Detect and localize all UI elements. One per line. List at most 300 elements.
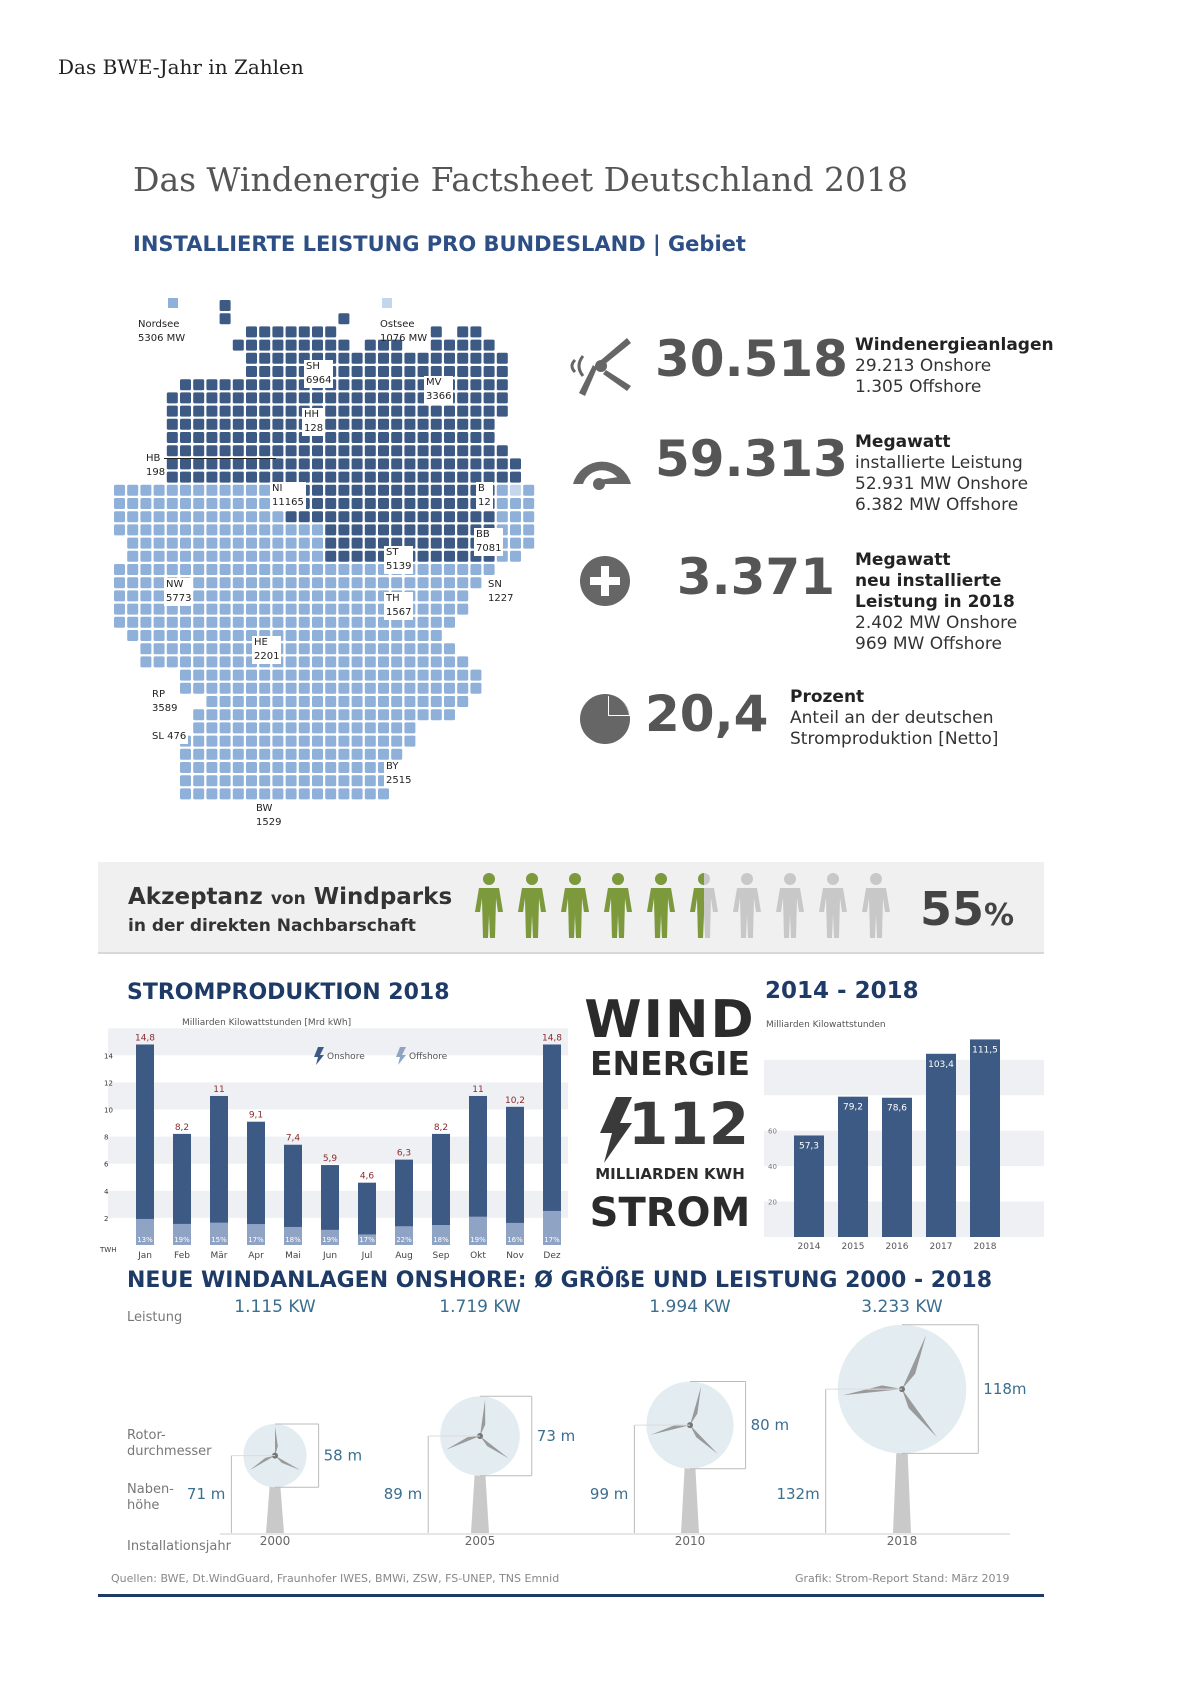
map-tile xyxy=(378,419,389,430)
person-icon xyxy=(604,873,632,938)
map-tile xyxy=(259,775,270,786)
map-tile xyxy=(444,511,455,522)
x-tick-label: Mai xyxy=(285,1251,301,1261)
map-tile xyxy=(338,577,349,588)
stat-new-capacity-text: Megawatt neu installierte Leistung in 2018 2.402 MW Onshore 969 MW Offshore xyxy=(855,550,1018,654)
map-tile xyxy=(220,498,231,509)
map-tile xyxy=(418,551,429,562)
map-tile xyxy=(180,445,191,456)
acceptance-title: Akzeptanz von Windparks xyxy=(128,884,453,910)
map-tile xyxy=(233,630,244,641)
map-tile xyxy=(365,472,376,483)
map-tile xyxy=(206,683,217,694)
map-tile xyxy=(272,722,283,733)
map-tile xyxy=(246,722,257,733)
map-tile xyxy=(180,485,191,496)
map-tile xyxy=(299,775,310,786)
map-tile xyxy=(378,670,389,681)
map-tile xyxy=(391,498,402,509)
map-tile xyxy=(206,551,217,562)
map-tile xyxy=(220,775,231,786)
map-tile xyxy=(352,775,363,786)
map-tile xyxy=(233,538,244,549)
map-tile xyxy=(365,392,376,403)
bar-share-label: 15% xyxy=(211,1236,227,1244)
y-tick-label: 10 xyxy=(104,1106,113,1115)
map-tile xyxy=(470,419,481,430)
map-tile xyxy=(286,564,297,575)
y-tick-label: 12 xyxy=(104,1079,113,1088)
person-icon xyxy=(776,873,804,938)
map-tile xyxy=(312,577,323,588)
map-tile xyxy=(497,366,508,377)
map-tile xyxy=(259,670,270,681)
map-tile xyxy=(312,392,323,403)
map-tile xyxy=(338,630,349,641)
map-tile xyxy=(220,445,231,456)
footer-sources: Quellen: BWE, Dt.WindGuard, Fraunhofer IWES, BMWi, ZSW, FS-UNEP, TNS Emnid xyxy=(111,1572,560,1585)
map-tile xyxy=(140,590,151,601)
map-tile xyxy=(352,604,363,615)
map-tile xyxy=(220,577,231,588)
map-tile xyxy=(338,511,349,522)
map-tile xyxy=(246,670,257,681)
map-label-he: HE 2201 xyxy=(254,637,280,662)
map-tile xyxy=(352,683,363,694)
map-tile xyxy=(206,445,217,456)
map-tile xyxy=(220,406,231,417)
turbine-year: 2018 xyxy=(886,1534,918,1548)
map-tile xyxy=(431,406,442,417)
page-header: Das BWE-Jahr in Zahlen xyxy=(58,55,304,79)
hub-value: 132m xyxy=(776,1485,820,1503)
map-tile xyxy=(378,472,389,483)
map-tile xyxy=(114,577,125,588)
map-tile xyxy=(286,722,297,733)
map-tile xyxy=(457,485,468,496)
map-tile xyxy=(444,670,455,681)
turbine-2005 xyxy=(384,1297,576,1548)
map-tile xyxy=(484,432,495,443)
map-tile xyxy=(233,696,244,707)
map-tile xyxy=(193,432,204,443)
map-tile xyxy=(484,406,495,417)
map-tile xyxy=(378,643,389,654)
map-tile xyxy=(167,392,178,403)
turbine-year: 2010 xyxy=(674,1534,706,1548)
map-tile xyxy=(206,564,217,575)
map-tile xyxy=(418,683,429,694)
map-tile xyxy=(206,775,217,786)
map-tile xyxy=(193,590,204,601)
map-tile xyxy=(193,551,204,562)
map-tile xyxy=(220,564,231,575)
year-bar-value: 57,3 xyxy=(798,1141,820,1152)
map-tile xyxy=(233,445,244,456)
map-tile xyxy=(365,696,376,707)
map-label-bb: BB 7081 xyxy=(476,529,502,554)
map-tile xyxy=(180,551,191,562)
map-tile xyxy=(259,419,270,430)
map-tile xyxy=(140,485,151,496)
y-axis-label: Milliarden Kilowattstunden [Mrd kWh] xyxy=(182,1018,352,1028)
map-tile xyxy=(220,432,231,443)
map-tile xyxy=(418,445,429,456)
map-tile xyxy=(286,392,297,403)
person-icon xyxy=(733,873,761,938)
map-tile xyxy=(286,379,297,390)
x-tick-label: Nov xyxy=(506,1251,524,1261)
map-tile xyxy=(523,498,534,509)
map-tile xyxy=(404,485,415,496)
map-tile xyxy=(338,709,349,720)
map-tile xyxy=(299,736,310,747)
map-tile xyxy=(365,458,376,469)
map-tile xyxy=(365,445,376,456)
map-tile xyxy=(272,696,283,707)
map-tile xyxy=(444,458,455,469)
year-bar-value: 79,2 xyxy=(842,1102,864,1113)
map-tile xyxy=(299,458,310,469)
map-tile xyxy=(193,722,204,733)
map-tile xyxy=(272,419,283,430)
map-tile xyxy=(338,353,349,364)
map-tile xyxy=(352,736,363,747)
map-tile xyxy=(206,590,217,601)
map-tile xyxy=(206,419,217,430)
map-tile xyxy=(325,485,336,496)
map-tile xyxy=(193,498,204,509)
map-tile xyxy=(206,577,217,588)
map-tile xyxy=(404,445,415,456)
map-tile xyxy=(484,445,495,456)
map-tile xyxy=(352,392,363,403)
map-tile xyxy=(272,590,283,601)
map-tile xyxy=(431,524,442,535)
map-label-nordsee: Nordsee 5306 MW xyxy=(138,319,186,344)
map-tile xyxy=(338,762,349,773)
map-tile xyxy=(299,551,310,562)
y-tick-label: 60 xyxy=(768,1127,777,1136)
map-tile xyxy=(418,643,429,654)
monthly-chart-title: STROMPRODUKTION 2018 xyxy=(127,980,450,1005)
map-tile xyxy=(220,524,231,535)
map-tile xyxy=(391,366,402,377)
map-tile xyxy=(431,485,442,496)
map-tile xyxy=(286,590,297,601)
map-tile xyxy=(167,406,178,417)
map-tile xyxy=(444,577,455,588)
map-tile xyxy=(338,788,349,799)
bar-share-label: 18% xyxy=(285,1236,301,1244)
map-tile xyxy=(127,577,138,588)
map-tile xyxy=(510,458,521,469)
map-tile xyxy=(220,379,231,390)
map-tile xyxy=(523,524,534,535)
year-bar-value: 103,4 xyxy=(928,1059,954,1070)
map-tile xyxy=(444,445,455,456)
map-tile xyxy=(233,485,244,496)
bar-value-label: 14,8 xyxy=(134,1033,156,1044)
map-tile xyxy=(167,445,178,456)
map-tile xyxy=(167,498,178,509)
map-tile xyxy=(365,379,376,390)
turbine-power: 1.115 KW xyxy=(234,1297,316,1317)
map-label-mv: MV 3366 xyxy=(426,377,452,402)
map-tile xyxy=(365,762,376,773)
map-tile xyxy=(259,445,270,456)
map-tile xyxy=(206,643,217,654)
map-tile xyxy=(140,551,151,562)
map-tile xyxy=(352,551,363,562)
map-tile xyxy=(352,406,363,417)
map-tile xyxy=(325,564,336,575)
map-tile xyxy=(180,564,191,575)
bar-value-label: 11 xyxy=(213,1084,225,1095)
map-tile xyxy=(272,406,283,417)
map-tile xyxy=(378,788,389,799)
map-tile xyxy=(206,670,217,681)
map-tile xyxy=(444,340,455,351)
map-tile xyxy=(338,564,349,575)
map-tile xyxy=(457,392,468,403)
map-tile xyxy=(140,498,151,509)
map-tile xyxy=(352,419,363,430)
map-tile xyxy=(167,524,178,535)
map-tile xyxy=(246,590,257,601)
map-tile xyxy=(259,353,270,364)
map-tile xyxy=(312,472,323,483)
map-tile xyxy=(259,590,270,601)
map-tile xyxy=(140,604,151,615)
map-tile xyxy=(338,524,349,535)
map-tile xyxy=(312,538,323,549)
map-tile xyxy=(193,485,204,496)
map-tile xyxy=(206,406,217,417)
map-tile xyxy=(259,577,270,588)
map-tile xyxy=(272,472,283,483)
map-tile xyxy=(167,419,178,430)
map-tile xyxy=(404,379,415,390)
map-tile xyxy=(233,432,244,443)
map-tile xyxy=(497,485,508,496)
map-tile xyxy=(246,604,257,615)
bar-share-label: 18% xyxy=(433,1236,449,1244)
map-tile xyxy=(470,353,481,364)
map-tile xyxy=(272,604,283,615)
map-tile xyxy=(193,630,204,641)
map-tile xyxy=(246,472,257,483)
map-label-ostsee: Ostsee 1076 MW xyxy=(380,319,428,344)
map-tile xyxy=(272,432,283,443)
map-tile xyxy=(325,524,336,535)
map-tile xyxy=(444,538,455,549)
map-tile xyxy=(431,643,442,654)
map-tile xyxy=(259,392,270,403)
map-tile xyxy=(391,379,402,390)
map-tile xyxy=(444,406,455,417)
map-tile xyxy=(206,709,217,720)
map-tile xyxy=(233,683,244,694)
map-tile xyxy=(338,656,349,667)
map-tile xyxy=(312,498,323,509)
map-tile xyxy=(470,670,481,681)
map-tile xyxy=(352,472,363,483)
map-tile xyxy=(299,340,310,351)
map-tile xyxy=(352,485,363,496)
map-label-hb-line xyxy=(164,458,276,459)
hub-value: 71 m xyxy=(186,1485,226,1503)
map-tile xyxy=(378,696,389,707)
map-tile xyxy=(259,538,270,549)
map-tile xyxy=(233,656,244,667)
map-tile xyxy=(286,406,297,417)
rotor-value: 73 m xyxy=(536,1426,576,1445)
map-tile xyxy=(352,788,363,799)
map-tile xyxy=(325,683,336,694)
map-tile xyxy=(484,340,495,351)
map-tile xyxy=(378,445,389,456)
map-tile xyxy=(206,472,217,483)
monthly-chart xyxy=(98,1005,578,1270)
map-tile xyxy=(299,564,310,575)
map-tile xyxy=(299,524,310,535)
map-tile xyxy=(325,551,336,562)
map-tile xyxy=(286,432,297,443)
map-tile xyxy=(154,485,165,496)
map-tile xyxy=(338,379,349,390)
map-tile xyxy=(193,788,204,799)
map-tile xyxy=(154,590,165,601)
map-tile xyxy=(404,524,415,535)
map-tile xyxy=(286,656,297,667)
map-tile xyxy=(325,670,336,681)
map-tile xyxy=(338,458,349,469)
footer-credit: Grafik: Strom-Report Stand: März 2019 xyxy=(795,1572,1010,1585)
wind-line1: WIND xyxy=(584,990,756,1050)
map-tile xyxy=(391,472,402,483)
map-tile xyxy=(312,762,323,773)
stat-capacity-text: Megawatt installierte Leistung 52.931 MW Onshore 6.382 MW Offshore xyxy=(855,432,1029,515)
map-tile xyxy=(378,749,389,760)
map-tile xyxy=(167,656,178,667)
map-tile xyxy=(246,366,257,377)
map-tile xyxy=(325,617,336,628)
map-tile xyxy=(167,485,178,496)
map-tile xyxy=(233,643,244,654)
map-tile xyxy=(365,709,376,720)
map-tile xyxy=(286,445,297,456)
stat-new-capacity-number: 3.371 xyxy=(676,548,835,606)
map-tile xyxy=(180,643,191,654)
map-tile xyxy=(206,617,217,628)
map-tile xyxy=(510,524,521,535)
map-tile xyxy=(325,511,336,522)
map-tile xyxy=(378,656,389,667)
y-unit-label: TWH xyxy=(100,1246,117,1254)
map-tile xyxy=(246,788,257,799)
map-tile xyxy=(325,472,336,483)
map-label-by: BY 2515 xyxy=(386,761,412,786)
stat-share-number: 20,4 xyxy=(645,685,769,743)
map-tile xyxy=(272,683,283,694)
map-tile xyxy=(193,762,204,773)
map-tile xyxy=(272,366,283,377)
map-tile xyxy=(246,326,257,337)
map-tile xyxy=(431,709,442,720)
map-tile xyxy=(352,458,363,469)
map-tile xyxy=(246,392,257,403)
map-tile xyxy=(233,590,244,601)
map-tile xyxy=(404,419,415,430)
map-tile xyxy=(193,617,204,628)
map-tile xyxy=(470,392,481,403)
map-tile xyxy=(352,590,363,601)
person-icon xyxy=(690,873,718,938)
map-tile xyxy=(391,683,402,694)
map-tile xyxy=(127,498,138,509)
map-tile xyxy=(431,604,442,615)
map-tile xyxy=(154,656,165,667)
map-tile xyxy=(180,406,191,417)
map-tile xyxy=(404,670,415,681)
stat-capacity-number: 59.313 xyxy=(655,430,848,488)
map-tile xyxy=(246,551,257,562)
map-tile xyxy=(444,590,455,601)
map-tile xyxy=(180,419,191,430)
map-tile xyxy=(325,722,336,733)
map-tile xyxy=(338,617,349,628)
map-tile xyxy=(418,590,429,601)
map-tile xyxy=(444,643,455,654)
map-tile xyxy=(114,617,125,628)
map-tile xyxy=(404,656,415,667)
map-tile xyxy=(233,379,244,390)
map-tile xyxy=(378,683,389,694)
map-tile xyxy=(418,485,429,496)
map-tile xyxy=(206,392,217,403)
map-tile xyxy=(457,656,468,667)
map-tile xyxy=(180,392,191,403)
map-tile xyxy=(312,340,323,351)
map-tile xyxy=(286,617,297,628)
map-tile xyxy=(272,775,283,786)
map-tile xyxy=(404,683,415,694)
map-tile xyxy=(418,524,429,535)
map-tile xyxy=(378,577,389,588)
map-tile xyxy=(312,458,323,469)
map-tile xyxy=(233,392,244,403)
grid-band xyxy=(108,1082,568,1109)
acceptance-band xyxy=(98,862,1044,954)
map-tile xyxy=(457,538,468,549)
map-tile xyxy=(352,656,363,667)
map-tile xyxy=(286,696,297,707)
map-tile xyxy=(299,577,310,588)
map-tile xyxy=(404,709,415,720)
map-tile xyxy=(114,524,125,535)
map-tile xyxy=(259,709,270,720)
map-tile xyxy=(220,604,231,615)
map-tile xyxy=(233,577,244,588)
map-tile xyxy=(272,749,283,760)
map-tile xyxy=(325,445,336,456)
x-tick-label: Jan xyxy=(138,1251,152,1261)
map-tile xyxy=(286,604,297,615)
map-tile xyxy=(470,458,481,469)
map-tile xyxy=(391,709,402,720)
map-tile xyxy=(312,445,323,456)
